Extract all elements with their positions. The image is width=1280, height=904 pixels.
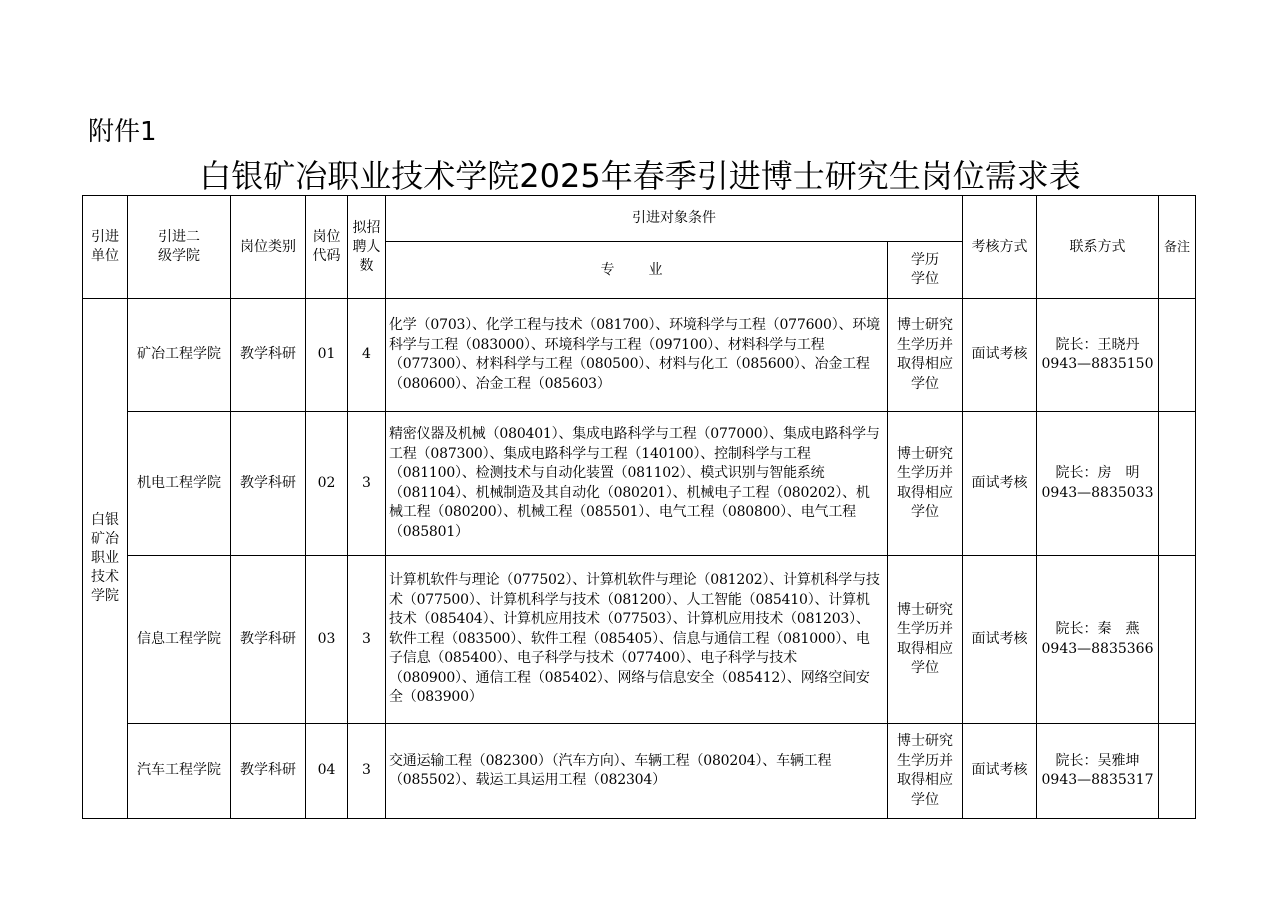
contact-phone: 0943—8835317	[1041, 772, 1154, 788]
college-cell: 信息工程学院	[128, 556, 231, 724]
degree-cell: 博士研究生学历并取得相应学位	[888, 299, 963, 412]
contact-phone: 0943—8835033	[1041, 484, 1154, 501]
majors-cell: 化学（0703）、化学工程与技术（081700）、环境科学与工程（077600）、环境科学与工程（083000）、环境科学与工程（097100）、材料科学与工程（077300）、材料科学与工程（080500）、材料与化工（085600）、冶金工程（080600）、冶金工程（085603）	[386, 299, 888, 412]
contact-person: 院长：秦 燕	[1055, 621, 1140, 637]
quota-cell: 3	[348, 724, 386, 819]
post-code-cell: 01	[306, 299, 348, 412]
quota-cell: 3	[348, 412, 386, 556]
majors-cell: 计算机软件与理论（077502）、计算机软件与理论（081202）、计算机科学与技术（077500）、计算机科学与技术（081200）、人工智能（085410）、计算机技术（085404）、计算机应用技术（077503）、计算机应用技术（081203）、软件工程（083500）、软件工程（085405）、信息与通信工程（081000）、电子信息（085400）、电子科学与技术（077400）、电子科学与技术（080900）、通信工程（085402）、网络与信息安全（085412）、网络空间安全（083900）	[386, 556, 888, 724]
header-remarks: 备注	[1159, 196, 1196, 299]
table-row	[83, 412, 1196, 556]
post-type-cell: 教学科研	[231, 556, 306, 724]
contact-cell	[1037, 724, 1159, 819]
header-row	[83, 196, 1196, 242]
header-post-code: 岗位代码	[306, 196, 348, 299]
remarks-cell	[1159, 724, 1196, 819]
header-contact: 联系方式	[1037, 196, 1159, 299]
header-major: 专 业	[386, 242, 888, 299]
degree-cell: 博士研究生学历并取得相应学位	[888, 556, 963, 724]
contact-cell	[1037, 299, 1159, 412]
majors-cell: 精密仪器及机械（080401）、集成电路科学与工程（077000）、集成电路科学与工程（087300）、集成电路科学与工程（140100）、控制科学与工程（081100）、检测技术与自动化装置（081102）、模式识别与智能系统（081104）、机械制造及其自动化（080201）、机械电子工程（080202）、机械工程（080200）、机械工程（085501）、电气工程（080800）、电气工程（085801）	[386, 412, 888, 556]
header-post-type: 岗位类别	[231, 196, 306, 299]
table-row	[83, 556, 1196, 724]
college-cell: 汽车工程学院	[128, 724, 231, 819]
degree-cell: 博士研究生学历并取得相应学位	[888, 724, 963, 819]
header-degree: 学历学位	[888, 242, 963, 299]
table-row	[83, 299, 1196, 412]
post-code-cell: 03	[306, 556, 348, 724]
post-type-cell: 教学科研	[231, 724, 306, 819]
recruitment-table	[82, 195, 1196, 819]
page-title: 白银矿冶职业技术学院2025年春季引进博士研究生岗位需求表	[199, 157, 1081, 195]
table-row	[83, 724, 1196, 819]
contact-cell	[1037, 412, 1159, 556]
contact-person: 院长：王晓丹	[1055, 336, 1140, 353]
contact-phone: 0943—8835366	[1041, 640, 1154, 657]
degree-cell: 博士研究生学历并取得相应学位	[888, 412, 963, 556]
quota-cell: 3	[348, 556, 386, 724]
remarks-cell	[1159, 299, 1196, 412]
assessment-cell: 面试考核	[963, 724, 1037, 819]
post-code-cell: 04	[306, 724, 348, 819]
attachment-label: 附件1	[88, 117, 157, 147]
unit-cell: 白银矿冶职业技术学院	[83, 299, 128, 819]
remarks-cell	[1159, 412, 1196, 556]
majors-cell: 交通运输工程（082300）（汽车方向）、车辆工程（080204）、车辆工程（085502）、载运工具运用工程（082304）	[386, 724, 888, 819]
college-cell: 机电工程学院	[128, 412, 231, 556]
assessment-cell: 面试考核	[963, 299, 1037, 412]
header-assessment: 考核方式	[963, 196, 1037, 299]
assessment-cell: 面试考核	[963, 412, 1037, 556]
quota-cell: 4	[348, 299, 386, 412]
header-conditions: 引进对象条件	[386, 196, 963, 242]
post-type-cell: 教学科研	[231, 299, 306, 412]
header-quota: 拟招聘人数	[348, 196, 386, 299]
remarks-cell	[1159, 556, 1196, 724]
contact-person: 院长：吴雅坤	[1055, 752, 1140, 769]
header-unit: 引进单位	[83, 196, 128, 299]
college-cell: 矿冶工程学院	[128, 299, 231, 412]
assessment-cell: 面试考核	[963, 556, 1037, 724]
post-code-cell: 02	[306, 412, 348, 556]
header-college: 引进二级学院	[128, 196, 231, 299]
contact-phone: 0943—8835150	[1041, 356, 1154, 372]
contact-person: 院长：房 明	[1055, 465, 1140, 481]
post-type-cell: 教学科研	[231, 412, 306, 556]
contact-cell	[1037, 556, 1159, 724]
